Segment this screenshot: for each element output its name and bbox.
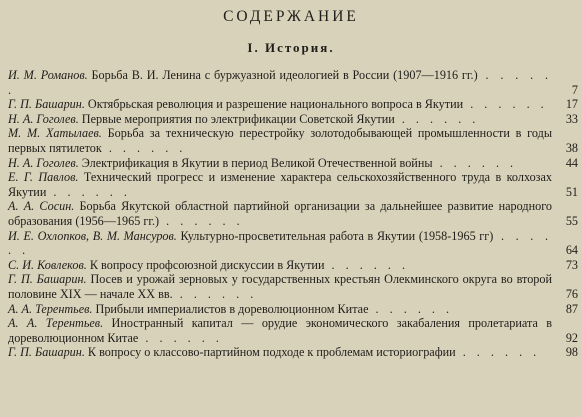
toc-entry-page: 55 — [565, 213, 578, 228]
toc-entry-author: А. А. Терентьев. — [8, 316, 104, 331]
toc-entry-page: 17 — [565, 97, 578, 112]
toc-entry-text — [8, 126, 578, 155]
toc-entry-page: 64 — [565, 243, 578, 258]
toc-entry-title: Посев и урожай зерновых у государственных крестьян Олекминского округа во второй половине XIX — начале XX вв. — [8, 272, 552, 301]
toc-entry-title: Борьба за техническую перестройку золотодобывающей промышленности в годы первых пятилеток — [8, 126, 553, 155]
toc-entry-author: М. М. Хатылаев. — [8, 126, 102, 141]
toc-entry-author: С. И. Ковлеков. — [8, 257, 87, 272]
toc-entry-text — [8, 170, 578, 199]
toc-entry — [8, 272, 578, 301]
toc-entry-page: 87 — [565, 301, 578, 316]
toc-entry — [8, 258, 578, 273]
toc-entry-text — [8, 97, 578, 112]
toc-entry-page: 7 — [571, 82, 578, 97]
toc-entry — [8, 126, 578, 155]
toc-entry-text — [8, 68, 578, 97]
toc-entry-page: 98 — [565, 345, 578, 360]
toc-entry — [8, 97, 578, 112]
dot-leader: . . . . . . — [8, 68, 553, 97]
dot-leader: . . . . . . — [138, 330, 223, 345]
toc-entry-text — [8, 302, 578, 317]
toc-entry-author: А. А. Терентьев. — [8, 301, 93, 316]
toc-entry-page: 38 — [565, 140, 578, 155]
toc-entry — [8, 199, 578, 228]
dot-leader: . . . . . . — [159, 213, 244, 228]
toc-entry-title: Технический прогресс и изменение характера сельскохозяйственного труда в колхозах Якутии — [8, 170, 552, 199]
toc-entry-title: Первые мероприятия по электрификации Советской Якутии — [81, 111, 395, 126]
toc-entry — [8, 345, 578, 360]
toc-entry-title: Иностранный капитал — орудие экономического закабаления пролетариата в дореволюционном Китае — [8, 316, 553, 345]
dot-leader: . . . . . . — [172, 286, 258, 301]
dot-leader: . . . . . . — [8, 228, 553, 258]
toc-entry-title: Октябрьская революция и разрешение национального вопроса в Якутии — [87, 97, 464, 112]
toc-entry-text — [8, 156, 578, 171]
section-heading: I. История. — [247, 40, 335, 55]
dot-leader: . . . . . . — [455, 345, 541, 360]
toc-entry-text — [8, 229, 578, 258]
toc-entry-author: Г. П. Башарин. — [8, 272, 87, 287]
toc-entry — [8, 316, 578, 345]
dot-leader: . . . . . . — [324, 257, 410, 272]
dot-leader: . . . . . . — [432, 155, 518, 170]
toc-entry-text — [8, 112, 578, 127]
toc-entry-page: 51 — [565, 184, 578, 199]
dot-leader: . . . . . . — [394, 111, 480, 126]
toc-entry — [8, 302, 578, 317]
toc-entry-page: 76 — [565, 286, 578, 301]
toc-entry-text — [8, 199, 578, 228]
toc-entry-author: И. Е. Охлопков, В. М. Мансуров. — [8, 228, 177, 243]
toc-entry-text — [8, 345, 578, 360]
toc-entry-title: Прибыли империалистов в дореволюционном Китае — [95, 301, 369, 316]
toc-entry-author: Е. Г. Павлов. — [8, 170, 79, 185]
dot-leader: . . . . . . — [46, 184, 131, 199]
toc-entry-title: К вопросу о классово-партийном подходе к проблемам историографии — [87, 345, 456, 360]
page-title: СОДЕРЖАНИЕ — [223, 8, 359, 25]
toc-entry-text — [8, 258, 578, 273]
toc-entry-text — [8, 272, 578, 301]
toc-entry — [8, 170, 578, 199]
toc-entry-author: Н. А. Гоголев. — [8, 155, 79, 170]
toc-entry-page: 44 — [565, 155, 578, 170]
toc-list — [8, 68, 578, 360]
toc-entry — [8, 156, 578, 171]
toc-entry-page: 33 — [565, 111, 578, 126]
toc-entry-author: Н. А. Гоголев. — [8, 111, 79, 126]
toc-entry-title: Борьба В. И. Ленина с буржуазной идеологией в России (1907—1916 гг.) — [91, 68, 478, 82]
dot-leader: . . . . . . — [463, 97, 548, 112]
toc-entry-page: 73 — [565, 257, 578, 272]
dot-leader: . . . . . . — [101, 140, 187, 155]
toc-entry-title: Культурно-просветительная работа в Якутии (1958-1965 гг) — [180, 228, 494, 243]
toc-entry-title: Электрификация в Якутии в период Великой Отечественной войны — [81, 155, 433, 170]
toc-entry-title: К вопросу профсоюзной дискуссии в Якутии — [89, 257, 325, 272]
toc-entry-author: И. М. Романов. — [8, 68, 88, 82]
toc-entry-page: 92 — [565, 330, 578, 345]
toc-entry — [8, 229, 578, 258]
toc-entry-text — [8, 316, 578, 345]
toc-entry — [8, 112, 578, 127]
toc-entry — [8, 68, 578, 97]
dot-leader: . . . . . . — [368, 301, 454, 316]
toc-entry-author: А. А. Сосин. — [8, 199, 75, 214]
toc-entry-author: Г. П. Башарин. — [8, 97, 85, 112]
toc-entry-author: Г. П. Башарин. — [8, 345, 85, 360]
toc-entry-title: Борьба Якутской областной партийной организации за дальнейшее развитие народного образования (1956—1965 гг.) — [8, 199, 552, 228]
